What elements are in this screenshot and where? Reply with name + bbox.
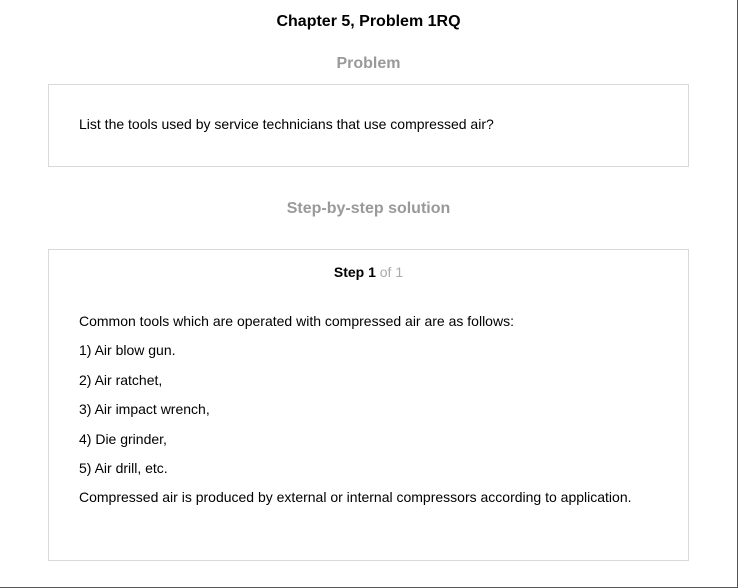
step-header xyxy=(49,263,688,281)
step-list-item: 2) Air ratchet, xyxy=(79,371,163,388)
step-label: Step 1 xyxy=(333,264,376,280)
solution-heading: Step-by-step solution xyxy=(286,200,451,217)
step-list-item: 5) Air drill, etc. xyxy=(79,459,168,476)
step-list-item: 4) Die grinder, xyxy=(79,430,167,447)
problem-card xyxy=(48,84,689,167)
solution-card xyxy=(48,249,689,561)
problem-heading: Problem xyxy=(336,55,401,72)
step-intro-line: Common tools which are operated with compressed air are as follows: xyxy=(79,313,514,329)
chapter-title: Chapter 5, Problem 1RQ xyxy=(276,13,461,30)
step-conclusion-line: Compressed air is produced by external or internal compressors according to application. xyxy=(79,489,632,506)
problem-text: List the tools used by service technicians that use compressed air? xyxy=(79,116,494,132)
step-count: of 1 xyxy=(379,264,404,280)
step-list-item: 3) Air impact wrench, xyxy=(79,401,210,418)
step-list-item: 1) Air blow gun. xyxy=(79,342,176,359)
step-body xyxy=(79,312,679,518)
